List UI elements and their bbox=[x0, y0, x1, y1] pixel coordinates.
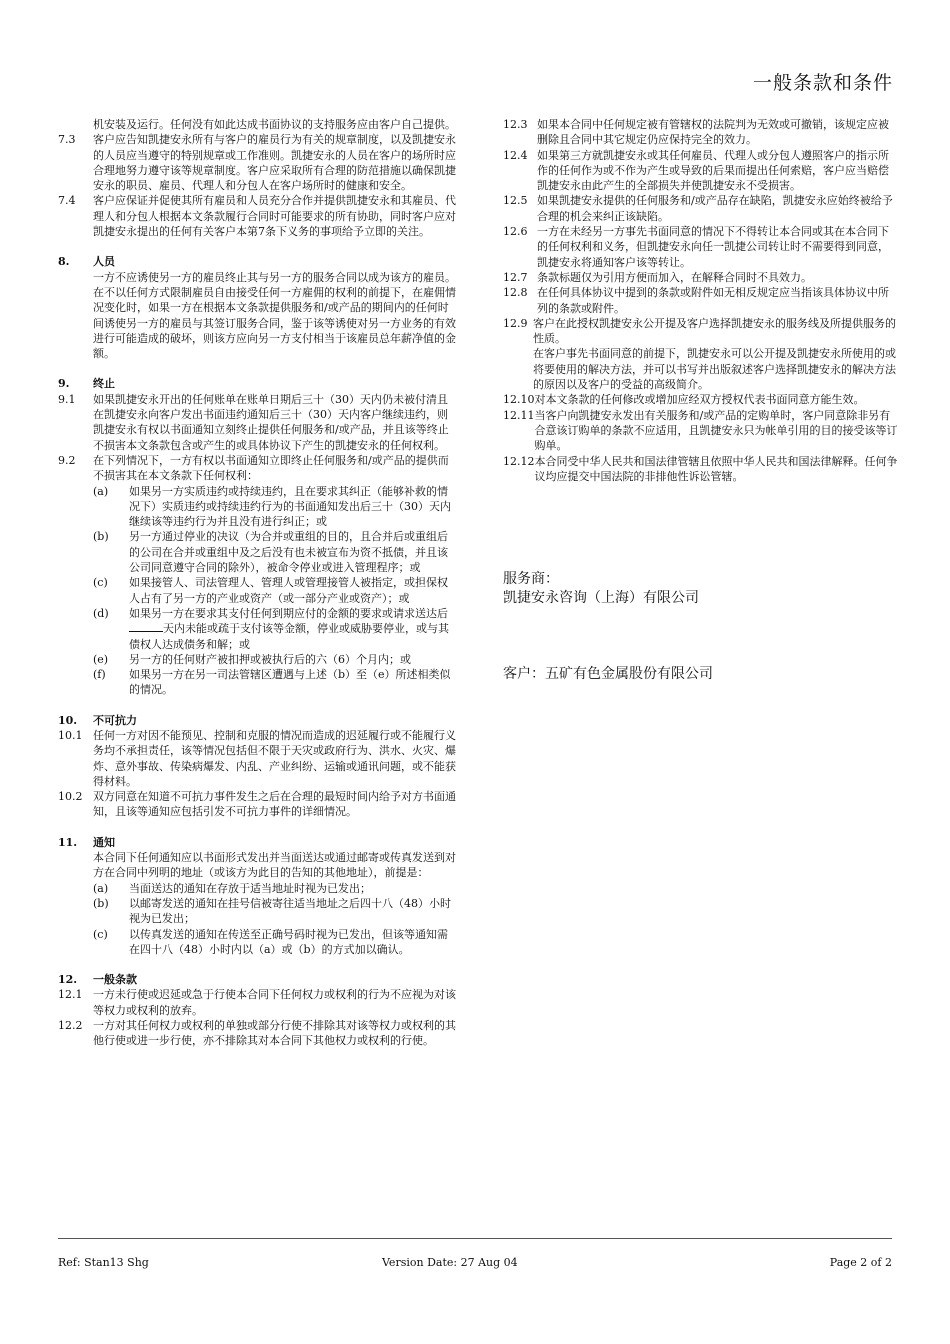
item-text: 以传真发送的通知在传送至正确号码时视为已发出，但该等通知需在四十八（48）小时内以（a）或（b）的方式加以确认。 bbox=[129, 927, 448, 956]
service-provider-signature bbox=[503, 570, 699, 608]
blank-line bbox=[129, 621, 163, 632]
customer-line: 客户：五矿有色金属股份有限公司 bbox=[503, 666, 713, 682]
section-title: 终止 bbox=[93, 377, 115, 391]
clause-9-2 bbox=[58, 453, 458, 484]
clause-text: 客户应保证并促使其所有雇员和人员充分合作并提供凯捷安永和其雇员、代理人和分包人根据本文条款履行合同时可能要求的所有协助，同时客户应对凯捷安永提出的任何有关客户本第7条下义务的事项给予立即的关注。 bbox=[93, 194, 456, 239]
item-label: (c) bbox=[93, 927, 108, 941]
clause-text: 条款标题仅为引用方便而加入，在解释合同时不具效力。 bbox=[537, 270, 812, 284]
clause-number: 10.2 bbox=[58, 790, 83, 804]
item-text: 另一方通过停业的决议（为合并或重组的目的，且合并后或重组后的公司在合并或重组中及之后没有也未被宣布为资不抵债，并且该公司同意遵守合同的除外），被命令停业或进入管理程序；或 bbox=[129, 530, 448, 575]
section-number: 9. bbox=[58, 377, 70, 391]
clause-12-11 bbox=[503, 408, 898, 454]
clause-12-12 bbox=[503, 454, 898, 485]
clause-12-1 bbox=[58, 987, 458, 1018]
clause-12-7 bbox=[503, 270, 898, 285]
clause-number: 12.4 bbox=[503, 148, 528, 162]
section-title: 人员 bbox=[93, 255, 115, 269]
item-label: (a) bbox=[93, 881, 109, 895]
clause-10-2 bbox=[58, 789, 458, 820]
customer-signature bbox=[503, 665, 713, 684]
clause-number: 12.8 bbox=[503, 286, 528, 300]
clause-10-1 bbox=[58, 728, 458, 789]
clause-number: 7.3 bbox=[58, 133, 76, 147]
clause-12-3 bbox=[503, 117, 898, 148]
clause-9-2-item bbox=[58, 529, 458, 575]
section-9-heading bbox=[58, 376, 458, 391]
clause-number: 12.3 bbox=[503, 118, 528, 131]
clause-number: 12.2 bbox=[58, 1019, 83, 1033]
clause-text: 客户应告知凯捷安永所有与客户的雇员行为有关的规章制度，以及凯捷安永的人员应当遵守的特别规章或工作准则。凯捷安永的人员在客户的场所时应合理地努力遵守该等规章制度。客户应采取所有合理的防范措施以确保凯捷安永的职员、雇员、代理人和分包人在客户场所时的健康和安全。 bbox=[93, 133, 456, 193]
footer-page: Page 2 of 2 bbox=[829, 1256, 892, 1269]
item-label: (b) bbox=[93, 530, 109, 544]
provider-label: 服务商： bbox=[503, 571, 559, 587]
item-text bbox=[129, 606, 458, 652]
clause-text: 一方未行使或迟延或急于行使本合同下任何权力或权利的行为不应视为对该等权力或权利的放弃。 bbox=[93, 988, 456, 1017]
section-number: 8. bbox=[58, 255, 70, 269]
clause-number: 12.5 bbox=[503, 194, 528, 208]
item-label: (d) bbox=[93, 606, 109, 620]
clause-text: 如果第三方就凯捷安永或其任何雇员、代理人或分包人遵照客户的指示所作的任何作为或不作为产生或导致的后果而提出任何索赔，客户应当赔偿凯捷安永由此产生的全部损失并使凯捷安永不受损害。 bbox=[537, 148, 889, 193]
clause-text: 一方对其任何权力或权利的单独或部分行使不排除其对该等权力或权利的其他行使或进一步行使，亦不排除其对本合同下其他权力或权利的行使。 bbox=[93, 1019, 456, 1048]
clause-number: 10.1 bbox=[58, 728, 83, 742]
item-text: 另一方的任何财产被扣押或被执行后的六（6）个月内；或 bbox=[129, 652, 411, 666]
section-number: 11. bbox=[58, 835, 78, 849]
clause-11-item bbox=[58, 927, 458, 958]
clause-number: 12.12 bbox=[503, 454, 535, 468]
section-8-text: 一方不应诱使另一方的雇员终止其与另一方的服务合同以成为该方的雇员。在不以任何方式限制雇员自由接受任何一方雇佣的权利的前提下，在雇佣情况变化时，如果一方在根据本文条款提供服务和/或产品的期间内的任何时间诱使另一方的雇员与其签订服务合同，鉴于该等诱使对另一方业务的有效进行可能造成的破坏，则该方应向另一方支付相当于该雇员总年薪净值的金额。 bbox=[93, 270, 456, 361]
clause-9-1 bbox=[58, 392, 458, 453]
item-text: 如果接管人、司法管理人、管理人或管理接管人被指定，或担保权人占有了另一方的产业或资产（或一部分产业或资产）；或 bbox=[129, 576, 448, 605]
clause-text: 如果本合同中任何规定被有管辖权的法院判为无效或可撤销，该规定应被删除且合同中其它规定仍应保持完全的效力。 bbox=[537, 118, 889, 147]
clause-number: 9.1 bbox=[58, 392, 76, 406]
item-text-part: 如果另一方在要求其支付任何到期应付的金额的要求或请求送达后 bbox=[129, 606, 448, 620]
clause-text: 一方在未经另一方事先书面同意的情况下不得转让本合同或其在本合同下的任何权利和义务，但凯捷安永向任一凯捷公司转让时不需要得到同意，凯捷安永将通知客户该等转让。 bbox=[537, 225, 889, 269]
clause-9-2-item bbox=[58, 667, 458, 698]
section-number: 12. bbox=[58, 973, 78, 987]
footer-version: Version Date: 27 Aug 04 bbox=[382, 1256, 518, 1269]
item-text: 如果另一方实质违约或持续违约，且在要求其纠正（能够补救的情况下）实质违约或持续违约行为的书面通知发出后三十（30）天内继续该等违约行为并且没有进行纠正；或 bbox=[129, 484, 451, 529]
item-label: (c) bbox=[93, 576, 108, 590]
item-text: 以邮寄发送的通知在挂号信被寄往适当地址之后四十八（48）小时视为已发出； bbox=[129, 896, 451, 926]
clause-number: 12.10 bbox=[503, 393, 535, 407]
clause-text: 当客户向凯捷安永发出有关服务和/或产品的定购单时，客户同意除非另有合意该订购单的条款不应适用，且凯捷安永只为帐单引用的目的接受该等订购单。 bbox=[534, 408, 898, 453]
item-text: 当面送达的通知在存放于适当地址时视为已发出； bbox=[129, 881, 371, 895]
item-label: (f) bbox=[93, 668, 106, 682]
clause-12-5 bbox=[503, 193, 898, 224]
clause-number: 12.9 bbox=[503, 316, 528, 330]
section-8-heading bbox=[58, 254, 458, 269]
clause-12-9 bbox=[503, 316, 898, 347]
clause-9-2-item bbox=[58, 606, 458, 652]
clause-11-item bbox=[58, 881, 458, 896]
section-title: 一般条款 bbox=[93, 973, 137, 987]
section-title: 通知 bbox=[93, 835, 115, 849]
clause-number: 7.4 bbox=[58, 194, 76, 208]
clause-12-8 bbox=[503, 285, 898, 316]
section-11-heading bbox=[58, 835, 458, 850]
clause-12-4 bbox=[503, 148, 898, 194]
clause-text: 如果凯捷安永提供的任何服务和/或产品存在缺陷，凯捷安永应始终被给予合理的机会来纠正该缺陷。 bbox=[537, 194, 893, 223]
document-title: 一般条款和条件 bbox=[752, 72, 893, 94]
clause-9-2-item bbox=[58, 484, 458, 530]
clause-number: 12.7 bbox=[503, 270, 528, 284]
item-label: (a) bbox=[93, 484, 109, 498]
footer-divider bbox=[58, 1238, 892, 1239]
clause-text: 在任何具体协议中提到的条款或附件如无相反规定应当指该具体协议中所列的条款或附件。 bbox=[537, 286, 889, 315]
clause-7-3 bbox=[58, 132, 458, 193]
clause-number: 9.2 bbox=[58, 453, 76, 467]
item-text-part: 天内未能或疏于支付该等金额，停业或威胁要停业，或与其债权人达成债务和解；或 bbox=[129, 622, 449, 651]
item-label: (e) bbox=[93, 652, 109, 666]
clause-12-6 bbox=[503, 224, 898, 270]
clause-text: 双方同意在知道不可抗力事件发生之后在合理的最短时间内给予对方书面通知，且该等通知应包括引发不可抗力事件的详细情况。 bbox=[93, 790, 456, 819]
clause-text: 如果凯捷安永开出的任何账单在账单日期后三十（30）天内仍未被付清且在凯捷安永向客户发出书面违约通知后三十（30）天内客户继续违约，则凯捷安永有权以书面通知立刻终止提供任何服务和/或产品，并且该等终止不损害本文条款包含或产生的或具体协议下产生的凯捷安永的任何权利。 bbox=[93, 392, 449, 452]
clause-text: 在下列情况下，一方有权以书面通知立即终止任何服务和/或产品的提供而不损害其在本文条款下任何权利： bbox=[93, 453, 449, 483]
clause-12-2 bbox=[58, 1018, 458, 1049]
clause-text: 对本文条款的任何修改或增加应经双方授权代表书面同意方能生效。 bbox=[534, 393, 865, 407]
clause-9-2-item bbox=[58, 575, 458, 606]
clause-7-2-continuation: 机安装及运行。任何没有如此达成书面协议的支持服务应由客户自己提供。 bbox=[93, 118, 456, 131]
clause-12-9-continuation: 在客户事先书面同意的前提下，凯捷安永可以公开提及凯捷安永所使用的或将要使用的解决方法，并可以书写并出版叙述客户选择凯捷安永的解决方法的原因以及客户的受益的高级简介。 bbox=[533, 347, 896, 392]
item-label: (b) bbox=[93, 896, 109, 910]
clause-number: 12.11 bbox=[503, 408, 535, 422]
clause-text: 客户在此授权凯捷安永公开提及客户选择凯捷安永的服务线及所提供服务的性质。 bbox=[533, 316, 896, 346]
right-column bbox=[503, 117, 898, 484]
provider-name: 凯捷安永咨询（上海）有限公司 bbox=[503, 590, 699, 606]
clause-number: 12.1 bbox=[58, 988, 83, 1002]
clause-number: 12.6 bbox=[503, 225, 528, 239]
item-text: 如果另一方在另一司法管辖区遭遇与上述（b）至（e）所述相类似的情况。 bbox=[129, 668, 451, 697]
left-column bbox=[58, 117, 458, 1049]
footer-ref: Ref: Stan13 Shg bbox=[58, 1256, 149, 1269]
clause-12-10 bbox=[503, 392, 898, 407]
clause-7-4 bbox=[58, 193, 458, 239]
section-11-text: 本合同下任何通知应以书面形式发出并当面送达或通过邮寄或传真发送到对方在合同中列明的地址（或该方为此目的告知的其他地址），前提是： bbox=[93, 851, 456, 880]
clause-9-2-item bbox=[58, 652, 458, 667]
section-12-heading bbox=[58, 972, 458, 987]
clause-11-item bbox=[58, 896, 458, 927]
clause-text: 本合同受中华人民共和国法律管辖且依照中华人民共和国法律解释。任何争议均应提交中国法院的非排他性诉讼管辖。 bbox=[534, 454, 898, 483]
section-title: 不可抗力 bbox=[93, 713, 137, 727]
section-10-heading bbox=[58, 713, 458, 728]
clause-text: 任何一方对因不能预见、控制和克服的情况而造成的迟延履行或不能履行义务均不承担责任，该等情况包括但不限于天灾或政府行为、洪水、火灾、爆炸、意外事故、传染病爆发、内乱、产业纠纷、运输或通讯问题，或不能获得材料。 bbox=[93, 728, 456, 788]
section-number: 10. bbox=[58, 713, 78, 727]
